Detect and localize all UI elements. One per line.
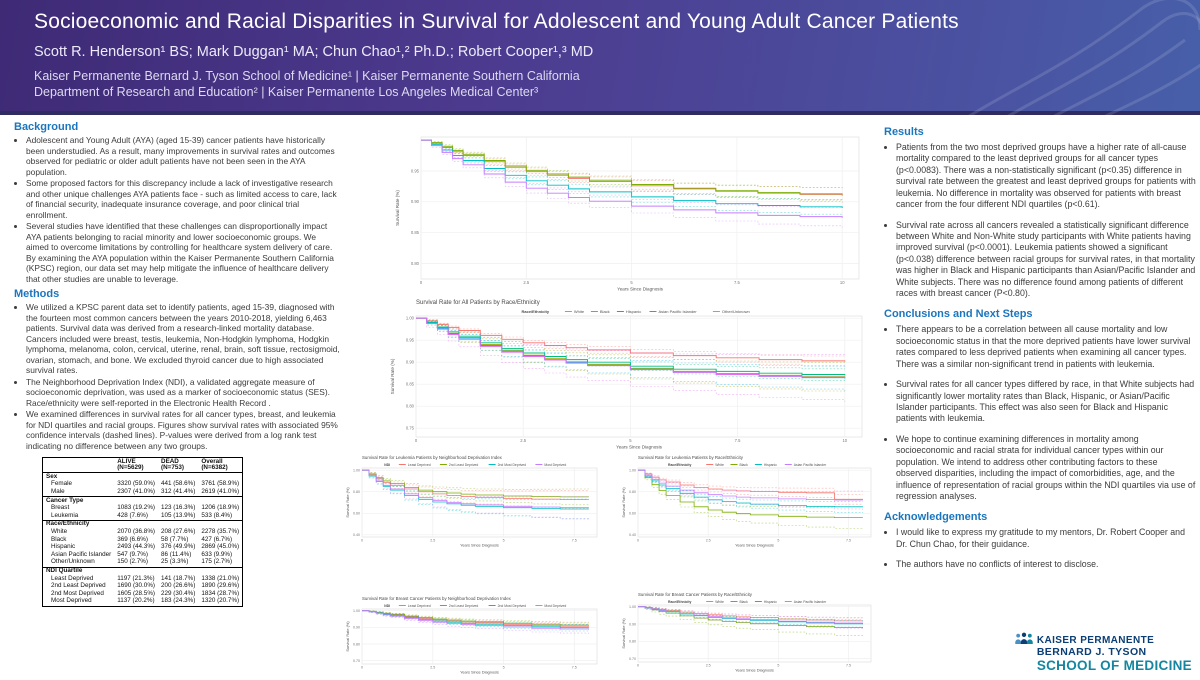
svg-text:0.90: 0.90	[629, 622, 636, 627]
svg-text:0.80: 0.80	[353, 490, 360, 495]
svg-text:0: 0	[419, 280, 423, 285]
table-cell: 123 (16.3%)	[161, 504, 196, 512]
table-row	[43, 528, 243, 536]
table-cell: 183 (24.3%)	[161, 597, 196, 605]
table-row-label: Female	[51, 480, 72, 488]
table-row-label: White	[51, 527, 68, 535]
poster-authors: Scott R. Henderson¹ BS; Mark Duggan¹ MA; Chun Chao¹,² Ph.D.; Robert Cooper¹,³ MD	[34, 44, 594, 60]
svg-text:5: 5	[502, 538, 505, 543]
table-row-label: Most Deprived	[51, 597, 92, 605]
table-group-row: Cancer Type	[43, 497, 243, 505]
svg-text:Most Deprived: Most Deprived	[544, 462, 567, 467]
svg-text:White: White	[715, 599, 724, 604]
table-cell: 441 (58.6%)	[161, 480, 196, 488]
svg-text:0.80: 0.80	[410, 261, 419, 266]
svg-text:Asian Pacific Islander: Asian Pacific Islander	[658, 308, 697, 314]
table-cell: 141 (18.7%)	[161, 574, 196, 582]
chart-all-patients-by-race	[390, 298, 868, 450]
svg-text:Survival Rate (%): Survival Rate (%)	[345, 621, 350, 652]
svg-text:0.70: 0.70	[353, 659, 360, 664]
svg-text:0.75: 0.75	[405, 425, 414, 431]
table-row-label: 2nd Least Deprived	[51, 582, 106, 590]
results-heading: Results	[884, 126, 924, 138]
svg-text:7.5: 7.5	[733, 280, 740, 285]
svg-text:0: 0	[637, 663, 639, 668]
table-cell: 2278 (35.7%)	[201, 527, 240, 535]
svg-text:0.85: 0.85	[410, 230, 419, 236]
affiliation-line-1: Kaiser Permanente Bernard J. Tyson School of Medicine¹ | Kaiser Permanente Southern California	[34, 69, 580, 83]
svg-text:Survival Rate (%): Survival Rate (%)	[395, 190, 400, 226]
poster-title: Socioeconomic and Racial Disparities in Survival for Adolescent and Young Adult Cancer Patients	[34, 10, 959, 33]
svg-text:1.00: 1.00	[405, 315, 414, 321]
table-cell: 208 (27.6%)	[161, 527, 196, 535]
svg-text:0: 0	[361, 665, 363, 670]
bullet-item: • The authors have no conflicts of interest to disclose.	[896, 559, 1196, 570]
table-row	[43, 559, 243, 567]
acknowledgements-heading: Acknowledgements	[884, 511, 988, 524]
bullet-item: • I would like to express my gratitude to my mentors, Dr. Robert Cooper and Dr. Chun Chao, for their guidance.	[896, 527, 1196, 550]
svg-text:2.5: 2.5	[520, 438, 527, 443]
acknowledgements-bullets	[884, 527, 1196, 570]
table-cell: 86 (11.4%)	[161, 550, 192, 558]
svg-text:10: 10	[842, 438, 848, 443]
svg-text:Survival Rate for Leukemia Pat: Survival Rate for Leukemia Patients by Race/Ethnicity	[638, 454, 743, 460]
bullet-item: • Survival rates for all cancer types differed by race, in that White subjects had significantly lower mortality rates than Black, Hispanic, or Asian/Pacific Islander participants. This effect was also seen for Black and Hispanic patients with leukemia.	[896, 379, 1196, 425]
svg-text:Black: Black	[739, 462, 748, 467]
table-row-label: Black	[51, 535, 67, 543]
svg-text:0.95: 0.95	[405, 337, 414, 343]
table-cell: 633 (9.9%)	[201, 550, 233, 558]
svg-text:Survival Rate (%): Survival Rate (%)	[390, 358, 395, 395]
table-row-label: Other/Unknown	[51, 558, 95, 566]
table-cell: 229 (30.4%)	[161, 589, 196, 597]
methods-heading: Methods	[14, 288, 60, 300]
svg-text:0.40: 0.40	[629, 533, 636, 538]
background-bullets	[14, 135, 341, 284]
chart-leukemia-by-ndi	[345, 454, 603, 548]
chart-breast-by-ndi	[345, 595, 603, 675]
table-row-label: Male	[51, 487, 65, 495]
table-cell: 105 (13.9%)	[161, 511, 196, 519]
conclusions-heading: Conclusions and Next Steps	[884, 308, 1033, 321]
table-cell: 2619 (41.0%)	[201, 487, 240, 495]
svg-text:7.5: 7.5	[846, 663, 851, 668]
patient-summary-table	[42, 457, 243, 607]
chart-all-patients-by-ndi	[395, 134, 865, 292]
chart-breast-by-race	[621, 591, 877, 673]
table-cell: 1690 (30.0%)	[117, 582, 156, 590]
logo-line-3: SCHOOL OF MEDICINE	[1036, 658, 1192, 673]
survival-curve-svg	[621, 591, 877, 673]
survival-curve-svg	[390, 298, 868, 450]
svg-text:2.5: 2.5	[430, 665, 436, 670]
svg-text:0.70: 0.70	[629, 656, 636, 661]
svg-text:Asian Pacific Islander: Asian Pacific Islander	[793, 599, 827, 604]
table-cell: 428 (7.6%)	[117, 511, 149, 519]
table-col-header: Overall (N=6382)	[198, 458, 242, 473]
svg-text:NDI: NDI	[384, 462, 391, 467]
table-cell: 2493 (44.3%)	[117, 543, 156, 551]
table-col-header: ALIVE (N=5629)	[114, 458, 158, 473]
table-group-row: Sex	[43, 473, 243, 481]
svg-text:Survival Rate for Leukemia Pat: Survival Rate for Leukemia Patients by Neighborhood Deprivation Index	[362, 454, 502, 460]
svg-text:White: White	[715, 462, 724, 467]
table-cell: 427 (6.7%)	[201, 535, 233, 543]
results-bullets	[884, 142, 1196, 299]
bullet-item: • Adolescent and Young Adult (AYA) (aged 15-39) cancer patients have historically been understudied. As a result, many improvements in survival rates and outcomes observed for pediatric or older adult patients have not been seen in the AYA population.	[26, 135, 341, 177]
svg-text:0.90: 0.90	[410, 199, 419, 205]
table-cell: 2070 (36.8%)	[117, 527, 156, 535]
svg-text:Years Since Diagnosis: Years Since Diagnosis	[617, 286, 663, 292]
svg-text:0.80: 0.80	[405, 403, 414, 409]
svg-text:Asian Pacific Islander: Asian Pacific Islander	[793, 462, 827, 467]
table-cell: 3320 (59.0%)	[117, 480, 156, 488]
svg-text:2nd Most Deprived: 2nd Most Deprived	[497, 603, 527, 608]
bullet-item: • The Neighborhood Deprivation Index (NDI), a validated aggregate measure of socioeconomic deprivation, was used as a marker of socioeconomic status (SES). Race/ethnicity were self-reported in the Electronic Health Record .	[26, 377, 341, 409]
kaiser-permanente-logo-icon	[1014, 632, 1034, 646]
charts-column	[345, 118, 877, 675]
right-column	[884, 118, 1196, 675]
patient-summary-table-wrap	[42, 457, 341, 607]
table-cell: 1338 (21.0%)	[201, 574, 240, 582]
svg-text:0.60: 0.60	[353, 511, 360, 516]
bullet-item: • Several studies have identified that these challenges can disproportionally impact AYA patients belonging to racial minority and lower socioeconomic groups. We aimed to overcome limitations by controlling for healthcare system delivery of care. By examining the AYA population within the Kaiser Permanente Southern California (KPSC) region, our data set may help mitigate the influence of healthcare delivery that other studies are unable to leverage.	[26, 221, 341, 284]
table-row-label: Breast	[51, 504, 70, 512]
svg-text:0: 0	[361, 538, 363, 543]
background-heading: Background	[14, 121, 79, 133]
svg-text:0.95: 0.95	[410, 168, 419, 174]
svg-text:Least Deprived: Least Deprived	[407, 603, 431, 608]
svg-text:1.00: 1.00	[353, 468, 360, 473]
svg-text:0.85: 0.85	[405, 381, 414, 387]
svg-text:1.00: 1.00	[353, 609, 360, 614]
svg-text:Survival Rate (%): Survival Rate (%)	[621, 618, 626, 649]
table-cell: 312 (41.4%)	[161, 487, 196, 495]
conclusions-bullets	[884, 324, 1196, 502]
table-cell: 1890 (29.6%)	[201, 582, 240, 590]
svg-text:7.5: 7.5	[571, 665, 577, 670]
svg-text:Black: Black	[739, 599, 748, 604]
svg-text:0.60: 0.60	[629, 511, 636, 516]
table-row	[43, 598, 243, 606]
svg-text:Hispanic: Hispanic	[763, 462, 777, 467]
logo-line-1: KAISER PERMANENTE	[1036, 635, 1155, 646]
table-cell: 200 (26.6%)	[161, 582, 196, 590]
poster-header	[0, 0, 1200, 115]
left-column	[14, 118, 341, 675]
bullet-item: • Survival rate across all cancers revealed a statistically significant difference between White and Non-White study participants with White patients having improved survival (p<0.0001). Leukemia patients showed a significant (p<0.038) difference between racial groups for survival rates, in that mortality was higher in Black and Hispanic participants than Asian/Pacific Islander and White subjects. There was no difference found among patients of different races with breast cancer (P<0.80).	[896, 220, 1196, 300]
bullet-item: • Patients from the two most deprived groups have a higher rate of all-cause mortality compared to the least deprived groups for all cancer types (p<0.0083). There was a non-statistically significant (p<0.35) difference in survival rate between the greatest and least deprived groups for patients with leukemia. No difference in mortality was observed for patients with breast cancer from the four different NDI quartiles (p<0.61).	[896, 142, 1196, 211]
bullet-item: • We hope to continue examining differences in mortality among socioeconomic and racial strata for individual cancer types within our population. We intend to address other contributing factors to these observed disparities, including the impact of comorbidities, age, and the influence of representation of racial groups within the NDI quartiles via use of regression analyses.	[896, 434, 1196, 503]
svg-text:0: 0	[414, 438, 418, 443]
svg-text:Black: Black	[599, 308, 610, 314]
svg-text:Hispanic: Hispanic	[625, 308, 642, 314]
kp-som-logo	[1014, 632, 1192, 673]
svg-text:2.5: 2.5	[430, 538, 436, 543]
table-corner-cell	[43, 458, 115, 473]
table-cell: 1197 (21.3%)	[117, 574, 155, 582]
svg-text:1.00: 1.00	[629, 605, 636, 610]
table-cell: 547 (9.7%)	[117, 550, 149, 558]
table-cell: 1206 (18.9%)	[201, 504, 240, 512]
svg-text:0.40: 0.40	[353, 533, 360, 538]
affiliation-line-2: Department of Research and Education² | Kaiser Permanente Los Angeles Medical Center³	[34, 85, 539, 99]
svg-text:Other/Unknown: Other/Unknown	[721, 308, 750, 314]
svg-text:Survival Rate (%): Survival Rate (%)	[621, 487, 626, 518]
bullet-item: • We utilized a KPSC parent data set to identify patients, aged 15-39, diagnosed with the fourteen most common cancers between the years 2010-2018, yielding 6,463 patients. Survival data was derived from a research-linked mortality database. Cancers included were breast, testis, leukemia, Non-Hodgkin lymphoma, Hodgkin lymphoma, melanoma, colon, cervical, uterine, renal, brain, soft tissue, rectosigmoid, ovarian, stomach, and bone. We excluded thyroid cancer due to high associated survival rates.	[26, 302, 341, 376]
table-row-label: 2nd Most Deprived	[51, 589, 104, 597]
survival-curve-svg	[345, 454, 603, 548]
svg-text:Years Since Diagnosis: Years Since Diagnosis	[735, 542, 774, 548]
svg-text:0.80: 0.80	[629, 639, 636, 644]
svg-text:7.5: 7.5	[846, 538, 851, 543]
svg-text:1.00: 1.00	[629, 468, 636, 473]
logo-line-2: BERNARD J. TYSON	[1036, 646, 1147, 658]
table-cell: 533 (8.4%)	[201, 511, 233, 519]
survival-curve-svg	[345, 595, 603, 675]
svg-text:Race/Ethnicity: Race/Ethnicity	[521, 308, 550, 314]
svg-text:0.90: 0.90	[405, 359, 414, 365]
table-cell: 2307 (41.0%)	[117, 487, 156, 495]
survival-curve-svg	[621, 454, 877, 548]
svg-text:White: White	[573, 308, 585, 314]
table-row	[43, 488, 243, 496]
table-group-row: NDI Quartile	[43, 567, 243, 575]
svg-text:Survival Rate (%): Survival Rate (%)	[345, 487, 350, 518]
table-row-label: Hispanic	[51, 543, 76, 551]
svg-text:2nd Most Deprived: 2nd Most Deprived	[497, 462, 527, 467]
table-cell: 150 (2.7%)	[117, 558, 149, 566]
svg-text:Survival Rate for All Patients: Survival Rate for All Patients by Race/Ethnicity	[416, 300, 540, 306]
svg-text:NDI: NDI	[384, 603, 391, 608]
table-cell: 58 (7.7%)	[161, 535, 189, 543]
table-cell: 1137 (20.2%)	[117, 597, 155, 605]
svg-text:5: 5	[777, 538, 780, 543]
bullet-item: • We examined differences in survival rates for all cancer types, breast, and leukemia for NDI quartiles and racial groups. Figures show survival rates with associated 95% confidence intervals (dashed lines). P-values were derived from a log rank test indicating no difference between any two groups.	[26, 409, 341, 451]
svg-text:7.5: 7.5	[734, 438, 741, 443]
table-cell: 1083 (19.2%)	[117, 504, 156, 512]
table-row-label: Leukemia	[51, 511, 79, 519]
table-cell: 369 (6.6%)	[117, 535, 149, 543]
svg-text:5: 5	[630, 280, 633, 285]
svg-text:Race/Ethnicity: Race/Ethnicity	[668, 599, 692, 604]
table-cell: 3761 (58.9%)	[201, 480, 240, 488]
table-cell: 25 (3.3%)	[161, 558, 189, 566]
svg-text:Years Since Diagnosis: Years Since Diagnosis	[616, 444, 662, 450]
svg-text:0: 0	[637, 538, 639, 543]
bullet-item: • Some proposed factors for this discrepancy include a lack of investigative research and other unique challenges AYA patients face - such as limited access to care, lack of financial security, inadequate insurance coverage, and poor clinical trial enrollment.	[26, 178, 341, 220]
table-row	[43, 512, 243, 520]
svg-text:2.5: 2.5	[523, 280, 530, 285]
svg-text:Survival Rate for Breast Cance: Survival Rate for Breast Cancer Patients by Neighborhood Deprivation Index	[362, 595, 511, 601]
svg-text:10: 10	[839, 280, 845, 285]
table-cell: 2869 (45.0%)	[201, 543, 240, 551]
svg-text:Most Deprived: Most Deprived	[544, 603, 567, 608]
svg-text:Survival Rate for Breast Cance: Survival Rate for Breast Cancer Patients by Race/Ethnicity	[638, 591, 752, 597]
svg-text:Hispanic: Hispanic	[763, 599, 777, 604]
svg-text:0.90: 0.90	[353, 625, 360, 630]
table-cell: 376 (49.9%)	[161, 543, 196, 551]
svg-text:5: 5	[502, 665, 505, 670]
svg-text:0.80: 0.80	[629, 490, 636, 495]
table-cell: 1834 (28.7%)	[201, 589, 240, 597]
svg-text:Years Since Diagnosis: Years Since Diagnosis	[735, 667, 774, 673]
svg-text:Years Since Diagnosis: Years Since Diagnosis	[460, 542, 499, 548]
table-cell: 1320 (20.7%)	[201, 597, 240, 605]
table-cell: 1605 (28.5%)	[117, 589, 156, 597]
table-row-label: Asian Pacific Islander	[51, 550, 112, 558]
svg-text:2nd Least Deprived: 2nd Least Deprived	[448, 462, 479, 467]
survival-curve-svg	[395, 134, 865, 292]
chart-leukemia-by-race	[621, 454, 877, 548]
table-group-row: Race/Ethnicity	[43, 520, 243, 528]
svg-text:5: 5	[629, 438, 632, 443]
svg-text:Least Deprived: Least Deprived	[407, 462, 431, 467]
methods-bullets	[14, 302, 341, 451]
svg-text:2nd Least Deprived: 2nd Least Deprived	[448, 603, 479, 608]
table-row-label: Least Deprived	[51, 574, 94, 582]
svg-text:0.80: 0.80	[353, 642, 360, 647]
table-col-header: DEAD (N=753)	[158, 458, 198, 473]
svg-text:2.5: 2.5	[705, 538, 711, 543]
bullet-item: • There appears to be a correlation between all cause mortality and low socioeconomic status in that the more deprived patients have lower survival rates compared to less deprived patients when examining all cancer types. There was a similar non-significant trend in patients with leukemia.	[896, 324, 1196, 370]
svg-text:7.5: 7.5	[571, 538, 577, 543]
svg-text:2.5: 2.5	[705, 663, 711, 668]
table-cell: 175 (2.7%)	[201, 558, 233, 566]
svg-text:Race/Ethnicity: Race/Ethnicity	[668, 462, 692, 467]
svg-text:Years Since Diagnosis: Years Since Diagnosis	[460, 669, 499, 675]
svg-text:5: 5	[777, 663, 780, 668]
